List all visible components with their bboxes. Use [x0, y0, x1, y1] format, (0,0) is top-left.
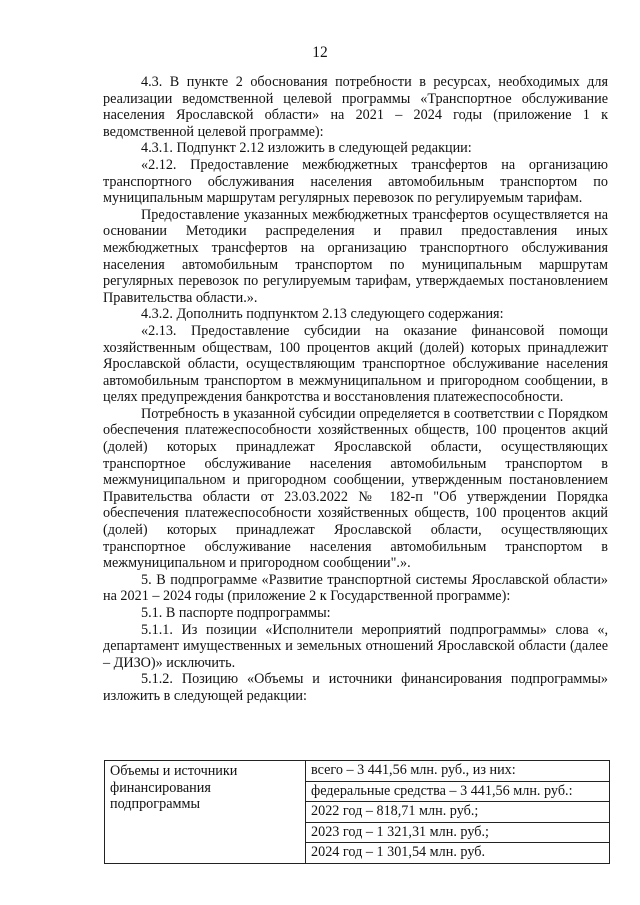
financing-2024: 2024 год – 1 301,54 млн. руб.	[306, 842, 609, 863]
financing-2022: 2022 год – 818,71 млн. руб.;	[306, 801, 609, 822]
paragraph-2-13: «2.13. Предоставление субсидии на оказание финансовой помощи хозяйственным обществам, 100 процентов акций (долей) которых принадлежит Ярославской области, осуществляющим транспортное обслуживание населения автомобильным транспортом в межмуниципальном и пригородном сообщении, в целях предупреждения банкротства и восстановления платежеспособности.	[103, 322, 608, 406]
paragraph-5-1-1: 5.1.1. Из позиции «Исполнители мероприятий подпрограммы» слова «, департамент имущественных и земельных отношений Ярославской области (далее – ДИЗО)» исключить.	[103, 621, 608, 671]
document-body	[103, 74, 608, 705]
paragraph-2-12-continued: Предоставление указанных межбюджетных трансфертов осуществляется на основании Методики распределения и правил предоставления иных межбюджетных трансфертов на организацию транспортного обслуживания населения автомобильным транспортом по муниципальным маршрутам регулярных перевозок по регулируемым тарифам, утверждаемых постановлением Правительства области.».	[103, 206, 608, 306]
paragraph-2-12: «2.12. Предоставление межбюджетных трансфертов на организацию транспортного обслуживания населения автомобильным транспортом по муниципальным маршрутам регулярных перевозок по регулируемым тарифам.	[103, 156, 608, 207]
table-value-cell	[306, 761, 610, 864]
paragraph-5-1: 5.1. В паспорте подпрограммы:	[141, 605, 331, 621]
paragraph-4-3: 4.3. В пункте 2 обоснования потребности в ресурсах, необходимых для реализации ведомственной целевой программы «Транспортное обслуживание населения Ярославской области» на 2021 – 2024 годы (приложение 1 к ведомственной целевой программе):	[103, 74, 608, 140]
paragraph-2-13-continued: Потребность в указанной субсидии определяется в соответствии с Порядком обеспечения платежеспособности хозяйственных обществ, 100 процентов акций (долей) которых принадлежат Ярославской области, осуществляющих транспортное обслуживание населения автомобильным транспортом в межмуниципальном и пригородном сообщении, утвержденным постановлением Правительства области от 23.03.2022 № 182-п "Об утверждении Порядка обеспечения платежеспособности хозяйственных обществ, 100 процентов акций (долей) которых принадлежат Ярославской области, осуществляющих транспортное обслуживание населения автомобильным транспортом в межмуниципальном и пригородном сообщении".».	[103, 405, 608, 572]
financing-table	[104, 760, 610, 864]
paragraph-4-3-1: 4.3.1. Подпункт 2.12 изложить в следующей редакции:	[141, 140, 472, 157]
paragraph-5: 5. В подпрограмме «Развитие транспортной системы Ярославской области» на 2021 – 2024 годы (приложение 2 к Государственной программе):	[103, 571, 608, 605]
paragraph-4-3-2: 4.3.2. Дополнить подпунктом 2.13 следующего содержания:	[141, 306, 504, 323]
table-row	[105, 761, 610, 864]
financing-2023: 2023 год – 1 321,31 млн. руб.;	[306, 822, 609, 843]
page-number: 12	[312, 44, 328, 61]
financing-federal: федеральные средства – 3 441,56 млн. руб.:	[306, 781, 609, 802]
financing-total: всего – 3 441,56 млн. руб., из них:	[311, 762, 516, 778]
paragraph-5-1-2: 5.1.2. Позицию «Объемы и источники финансирования подпрограммы» изложить в следующей редакции:	[103, 671, 608, 704]
table-label-cell: Объемы и источники финансирования подпрограммы	[105, 761, 306, 864]
